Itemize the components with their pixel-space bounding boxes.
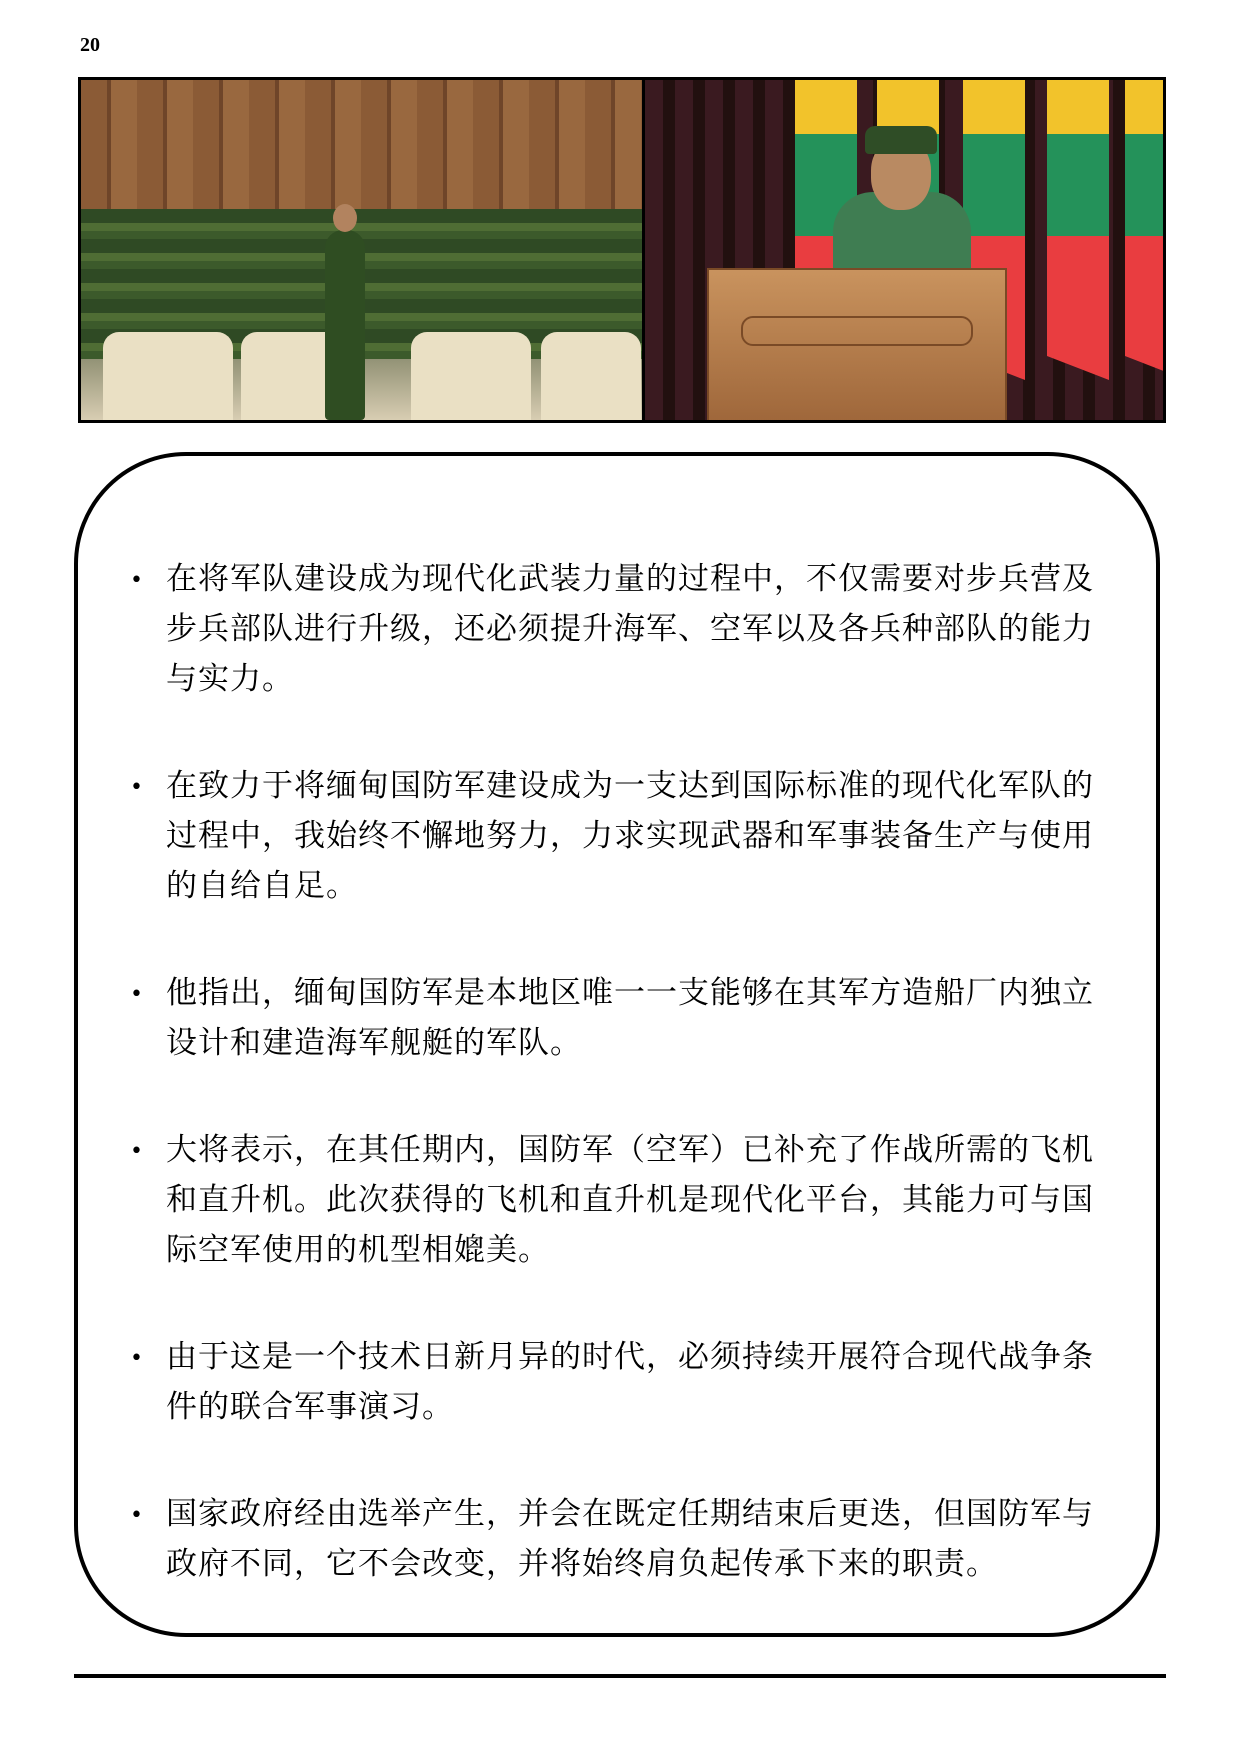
sofa (541, 332, 641, 420)
page-number: 20 (80, 34, 100, 56)
bullet-item: • 国家政府经由选举产生，并会在既定任期结束后更迭，但国防军与政府不同，它不会改变，并将始终肩负起传承下来的职责。 (128, 1489, 1116, 1589)
bullet-list (128, 554, 1116, 1646)
sofa (103, 332, 233, 420)
bullet-item: • 大将表示，在其任期内，国防军（空军）已补充了作战所需的飞机和直升机。此次获得的飞机和直升机是现代化平台，其能力可与国际空军使用的机型相媲美。 (128, 1125, 1116, 1275)
auditorium-photo (81, 80, 645, 420)
bullet-item: • 在致力于将缅甸国防军建设成为一支达到国际标准的现代化军队的过程中，我始终不懈地努力，力求实现武器和军事装备生产与使用的自给自足。 (128, 761, 1116, 911)
speaker-photo (645, 80, 1163, 420)
standing-officer (325, 230, 365, 420)
hall-wall (81, 80, 642, 223)
sofa (411, 332, 531, 420)
footer-rule (74, 1674, 1166, 1678)
bullet-item: • 他指出，缅甸国防军是本地区唯一一支能够在其军方造船厂内独立设计和建造海军舰艇的军队。 (128, 968, 1116, 1068)
bullet-item: • 由于这是一个技术日新月异的时代，必须持续开展符合现代战争条件的联合军事演习。 (128, 1332, 1116, 1432)
podium (707, 268, 1007, 420)
speaker-cap (865, 126, 937, 154)
flag (1125, 80, 1163, 380)
flag (1047, 80, 1109, 380)
bullet-item: • 在将军队建设成为现代化武装力量的过程中，不仅需要对步兵营及步兵部队进行升级，还必须提升海军、空军以及各兵种部队的能力与实力。 (128, 554, 1116, 704)
photo-strip (78, 77, 1166, 423)
content-box (74, 452, 1160, 1637)
